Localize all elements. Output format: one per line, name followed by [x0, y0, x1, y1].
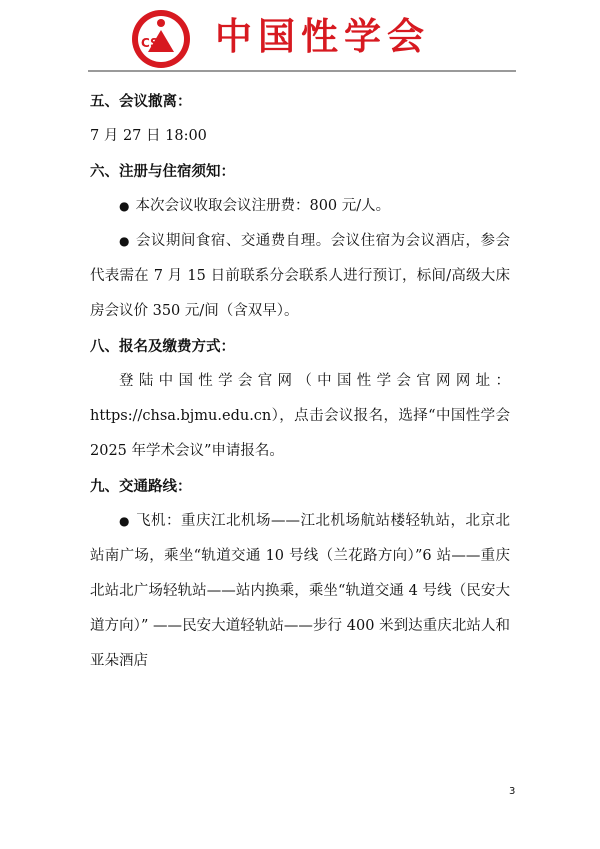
section-9-heading: 九、交通路线：	[90, 478, 192, 495]
section-6-heading: 六、注册与住宿须知：	[90, 163, 235, 180]
bullet-icon: ●	[119, 514, 130, 528]
section-8-heading: 八、报名及缴费方式：	[90, 338, 235, 355]
society-logo-icon	[130, 8, 192, 70]
section-9-bullet-1-text: 飞机：重庆江北机场——江北机场航站楼轻轨站，北京北站南广场，乘坐“轨道交通 10 号线（兰花路方向）”6 站——重庆北站北广场轻轨站——站内换乘，乘坐“轨道交通 4 号线（民安大道方向）” ——民安大道轻轨站——步行 400 米到达重庆北站人和亚朵酒店	[90, 513, 510, 669]
section-6-bullet-1-text: 本次会议收取会议注册费：800 元/人。	[135, 198, 391, 214]
page-number: 3	[509, 786, 516, 797]
section-9-bullet-1	[90, 504, 510, 679]
section-6-bullet-2-text: 会议期间食宿、交通费自理。会议住宿为会议酒店，参会代表需在 7 月 15 日前联系分会联系人进行预订，标间/高级大床房会议价 350 元/间（含双早）。	[90, 233, 510, 319]
section-6-bullet-2	[90, 224, 510, 329]
section-5-heading: 五、会议撤离：	[90, 93, 192, 110]
bullet-icon: ●	[119, 199, 130, 213]
document-body	[90, 84, 510, 679]
org-name: 中国性学会	[215, 15, 430, 58]
letterhead	[88, 6, 518, 68]
section-6-bullet-1	[90, 189, 510, 224]
section-5-time: 7 月 27 日 18:00	[90, 128, 207, 144]
header-divider	[88, 70, 516, 72]
logo-text: CSS	[141, 36, 167, 50]
section-8-paragraph: 登陆中国性学会官网（中国性学会官网网址：https://chsa.bjmu.edu.cn），点击会议报名，选择“中国性学会 2025 年学术会议”申请报名。	[90, 373, 510, 459]
bullet-icon: ●	[119, 234, 130, 248]
